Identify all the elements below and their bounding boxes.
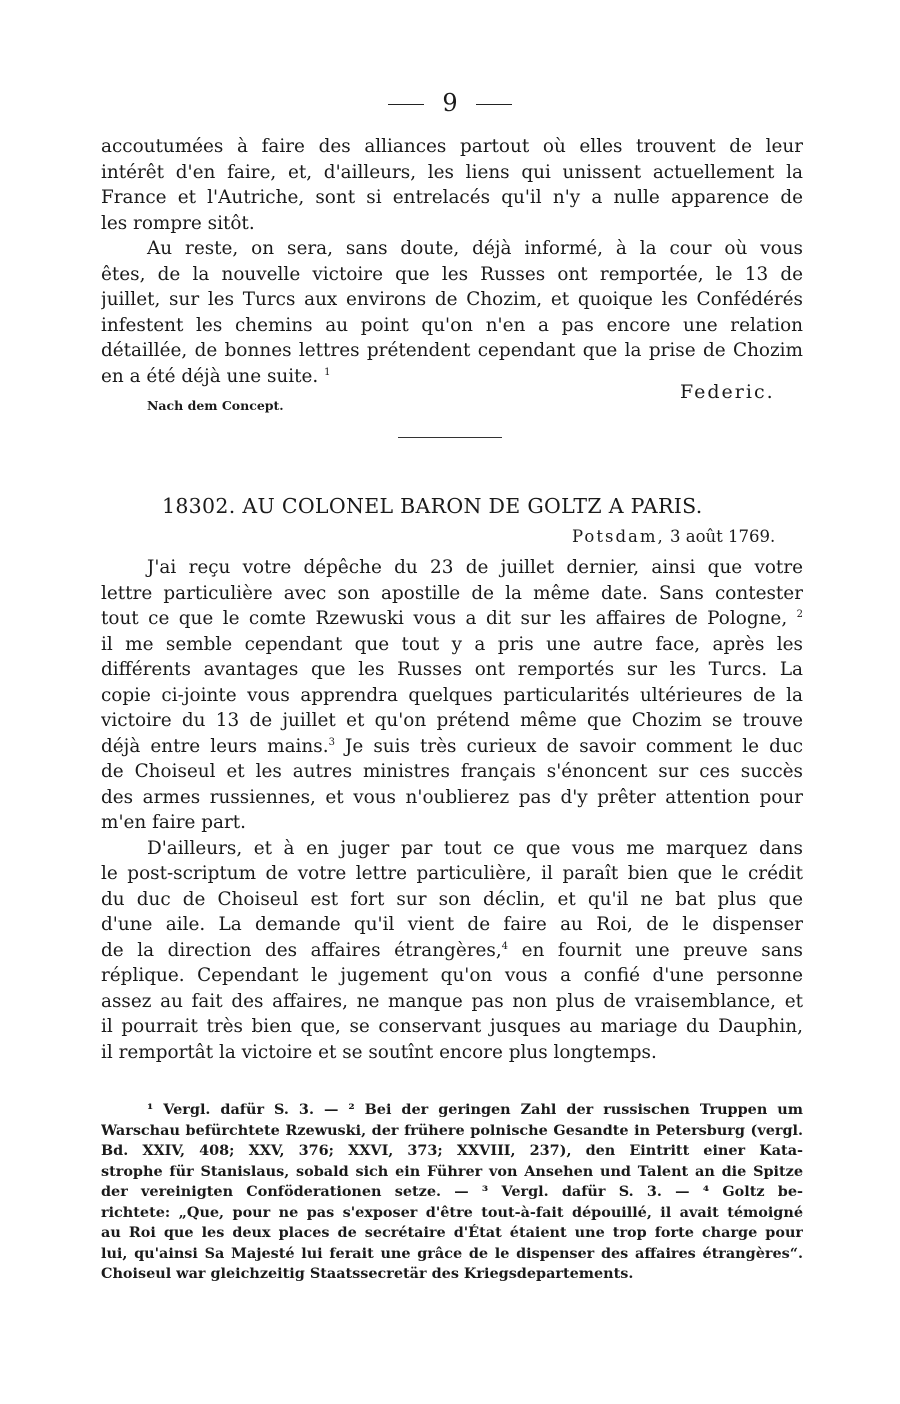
text-segment: Je suis très curieux de savoir comment le duc [334, 735, 803, 757]
letter-place: Potsdam, [572, 527, 665, 546]
text-line: assez au fait des affaires, ne manque pas non plus de vraisemblance, et [101, 990, 803, 1012]
page-number: 9 [442, 89, 458, 117]
text-line: il remportât la victoire et se soutînt encore plus longtemps. [101, 1041, 657, 1063]
footnote-ref: 2 [796, 609, 803, 620]
text-line: intérêt d'en faire, et, d'ailleurs, les liens qui unissent actuellement la [101, 161, 803, 183]
text-line: réplique. Cependant le jugement qu'on vous a confié d'une personne [101, 965, 803, 986]
footnote-line: Bd. XXIV, 408; XXV, 376; XXVI, 373; XXVIII, 237), den Eintritt einer Kata- [101, 1142, 803, 1159]
text-line: êtes, de la nouvelle victoire que les Russes ont remportée, le 13 de [101, 263, 803, 285]
footnote-line: strophe für Stanislaus, sobald sich ein Führer von Ansehen und Talent an die Spitze [101, 1162, 803, 1180]
text-line: des armes russiennes, et vous n'oublierez pas d'y prêter attention pour [101, 786, 803, 808]
letter-date: 3 août 1769. [670, 527, 776, 546]
footnote-line: Warschau befürchtete Rzewuski, der frühere polnische Gesandte in Petersburg (vergl. [101, 1121, 803, 1139]
footnote-line: der vereinigten Conföderationen setze. — ³ Vergl. dafür S. 3. — ⁴ Goltz be- [101, 1183, 803, 1200]
text-line-with-note [101, 938, 803, 964]
footnote-line: Choiseul war gleichzeitig Staatssecretär des Kriegsdepartements. [101, 1265, 634, 1282]
text-segment: déjà entre leurs mains. [101, 735, 329, 757]
footnotes [101, 1100, 803, 1285]
section-divider [398, 437, 502, 438]
text-line: lettre particulière avec son apostille de la même date. Sans contester [101, 582, 803, 604]
text-line: du duc de Choiseul est fort sur son déclin, et qu'il ne bat plus que [101, 888, 803, 910]
signature: Federic. [680, 381, 775, 403]
text-line: il pourrait très bien que, se conservant jusques au mariage du Dauphin, [101, 1016, 803, 1037]
text-line: les rompre sitôt. [101, 212, 255, 234]
text-line: détaillée, de bonnes lettres prétendent cependant que la prise de Chozim [101, 340, 803, 361]
footnote-ref: 3 [328, 736, 335, 748]
text-line: infestent les chemins au point qu'on n'en a pas encore une relation [101, 314, 803, 336]
text-segment: de la direction des affaires étrangères, [101, 939, 502, 961]
text-line: France et l'Autriche, sont si entrelacés qu'il n'y a nulle apparence de [101, 187, 803, 208]
text-line: le post-scriptum de votre lettre particulière, il paraît bien que le crédit [101, 863, 803, 884]
text-line: différents avantages que les Russes ont remportés sur les Turcs. La [101, 659, 803, 680]
letter-title: 18302. AU COLONEL BARON DE GOLTZ A PARIS. [162, 494, 703, 518]
text-line: m'en faire part. [101, 812, 247, 833]
text-line: Au reste, on sera, sans doute, déjà informé, à la cour où vous [147, 238, 803, 259]
text-segment: en fournit une preuve sans [508, 939, 803, 961]
text-segment: en a été déjà une suite. [101, 365, 319, 387]
footnote-ref: 1 [324, 366, 331, 378]
text-line: d'une aile. La demande qu'il vient de faire au Roi, de le dispenser [101, 914, 803, 935]
footnote-line: lui, qu'ainsi Sa Majesté lui ferait une grâce de le dispenser des affaires étrangères“. [101, 1244, 803, 1262]
letter-place-date [572, 527, 775, 546]
source-note: Nach dem Concept. [147, 398, 284, 413]
header-dash-left [388, 104, 424, 105]
text-line: de Choiseul et les autres ministres français s'énoncent sur ces succès [101, 761, 803, 782]
text-line: il me semble cependant que tout y a pris une autre face, après les [101, 633, 803, 655]
text-line: copie ci-jointe vous apprendra quelques particularités ultérieures de la [101, 684, 803, 706]
text-segment: tout ce que le comte Rzewuski vous a dit sur les affaires de Pologne, [101, 608, 788, 629]
text-line-with-note [101, 606, 803, 632]
text-line: D'ailleurs, et à en juger par tout ce que vous me marquez dans [147, 837, 803, 859]
letter-body [101, 555, 803, 1065]
page-header [0, 88, 900, 118]
footnote-line: ¹ Vergl. dafür S. 3. — ² Bei der geringen Zahl der russischen Truppen um [147, 1101, 803, 1118]
intro-paragraphs [101, 134, 803, 389]
footnote-ref: 4 [501, 940, 509, 952]
header-dash-right [476, 104, 512, 105]
text-line-with-note [101, 734, 803, 760]
footnote-line: richtete: „Que, pour ne pas s'exposer d'être tout-à-fait dépouillé, il avait témoigné [101, 1203, 803, 1221]
text-line: victoire du 13 de juillet et qu'on prétend même que Chozim se trouve [101, 710, 803, 731]
text-line: juillet, sur les Turcs aux environs de Chozim, et quoique les Confédérés [101, 289, 803, 310]
text-line: accoutumées à faire des alliances partout où elles trouvent de leur [101, 136, 803, 157]
text-line: J'ai reçu votre dépêche du 23 de juillet dernier, ainsi que votre [147, 557, 803, 578]
footnote-line: au Roi que les deux places de secrétaire d'État étaient une trop forte charge pour [101, 1224, 803, 1241]
